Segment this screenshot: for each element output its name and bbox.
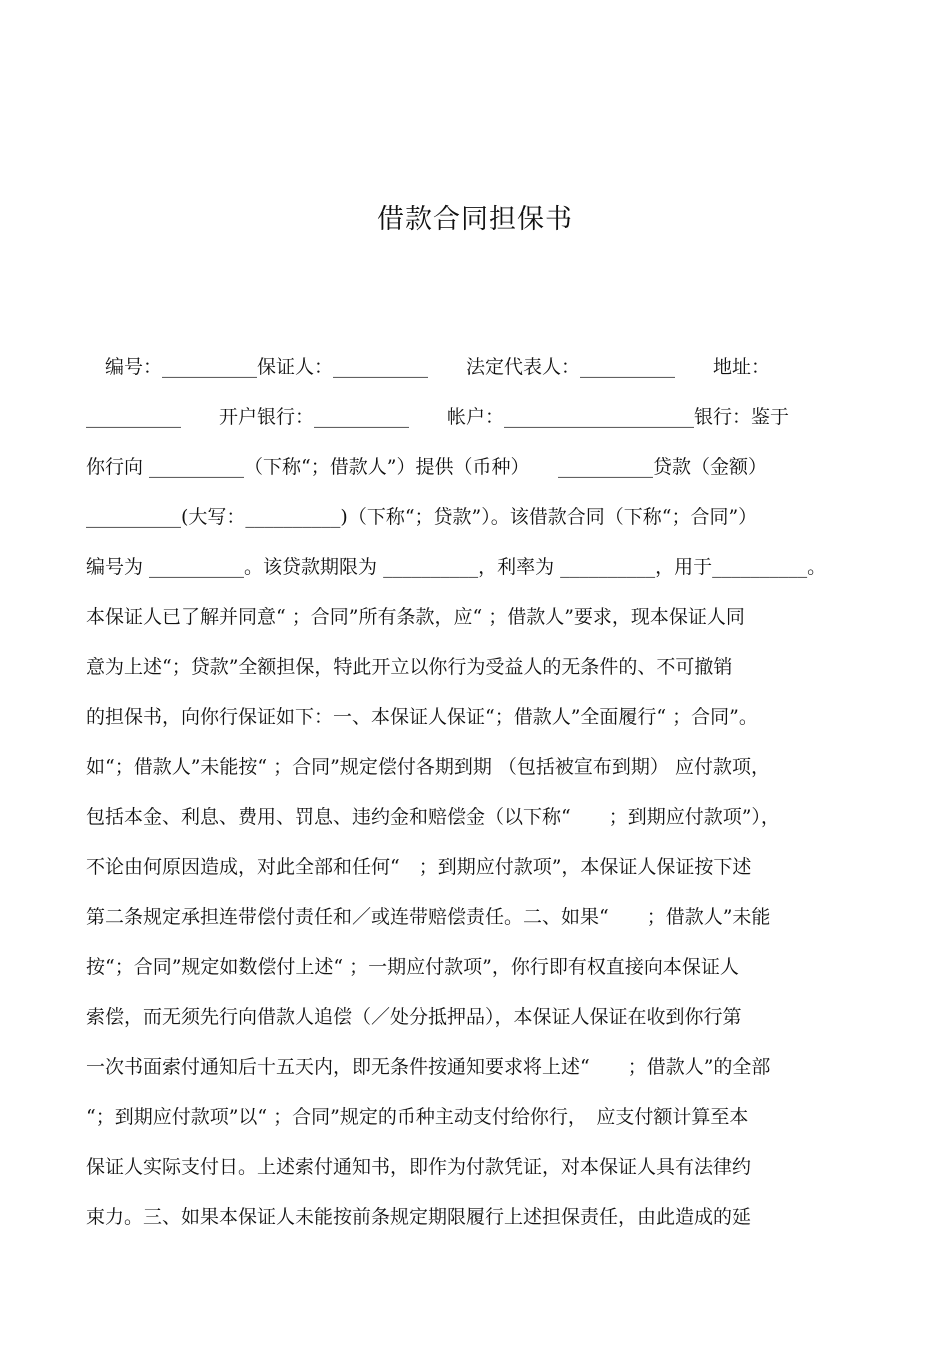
- body-line: 如“；借款人”未能按“ ；合同”规定偿付各期到期 （包括被宣布到期） 应付款项，: [86, 756, 770, 778]
- body-line: __________(大写：__________)（下称“；贷款”）。该借款合同（下称“；合同”）: [86, 506, 758, 528]
- document-title: 借款合同担保书: [377, 204, 573, 235]
- body-line: 意为上述“；贷款”全额担保，特此开立以你行为受益人的无条件的、不可撤销: [86, 656, 733, 678]
- document-body: [86, 350, 876, 1250]
- body-line: 不论由何原因造成，对此全部和任何“ ；到期应付款项”，本保证人保证按下述: [86, 856, 752, 878]
- body-line: 保证人实际支付日。上述索付通知书，即作为付款凭证，对本保证人具有法律约: [86, 1156, 752, 1178]
- body-line: 一次书面索付通知后十五天内，即无条件按通知要求将上述“ ；借款人”的全部: [86, 1056, 771, 1078]
- body-line: 的担保书，向你行保证如下：一、本保证人保证“；借款人”全面履行“ ；合同”。: [86, 706, 758, 728]
- body-line: 编号为 __________。该贷款期限为 __________，利率为 __________，用于__________。: [86, 556, 827, 578]
- body-line: 束力。三、如果本保证人未能按前条规定期限履行上述担保责任，由此造成的延: [86, 1206, 752, 1228]
- body-line: 索偿，而无须先行向借款人追偿（／处分抵押品），本保证人保证在收到你行第: [86, 1006, 742, 1028]
- body-line: “；到期应付款项”以“ ；合同”规定的币种主动支付给你行， 应支付额计算至本: [86, 1106, 749, 1128]
- body-line: 编号：__________保证人：__________ 法定代表人：__________ 地址：: [86, 356, 771, 378]
- body-line: __________ 开户银行：__________ 帐户：____________________银行：鉴于: [86, 406, 790, 428]
- body-line: 按“；合同”规定如数偿付上述“ ；一期应付款项”，你行即有权直接向本保证人: [86, 956, 739, 978]
- body-line: 第二条规定承担连带偿付责任和／或连带赔偿责任。二、如果“ ；借款人”未能: [86, 906, 771, 928]
- body-line: 你行向 __________（下称“；借款人”）提供（币种） __________贷款（金额）: [86, 456, 767, 478]
- body-line: 包括本金、利息、费用、罚息、违约金和赔偿金（以下称“ ；到期应付款项”），: [86, 806, 780, 828]
- body-line: 本保证人已了解并同意“ ；合同”所有条款，应“ ；借款人”要求，现本保证人同: [86, 606, 745, 628]
